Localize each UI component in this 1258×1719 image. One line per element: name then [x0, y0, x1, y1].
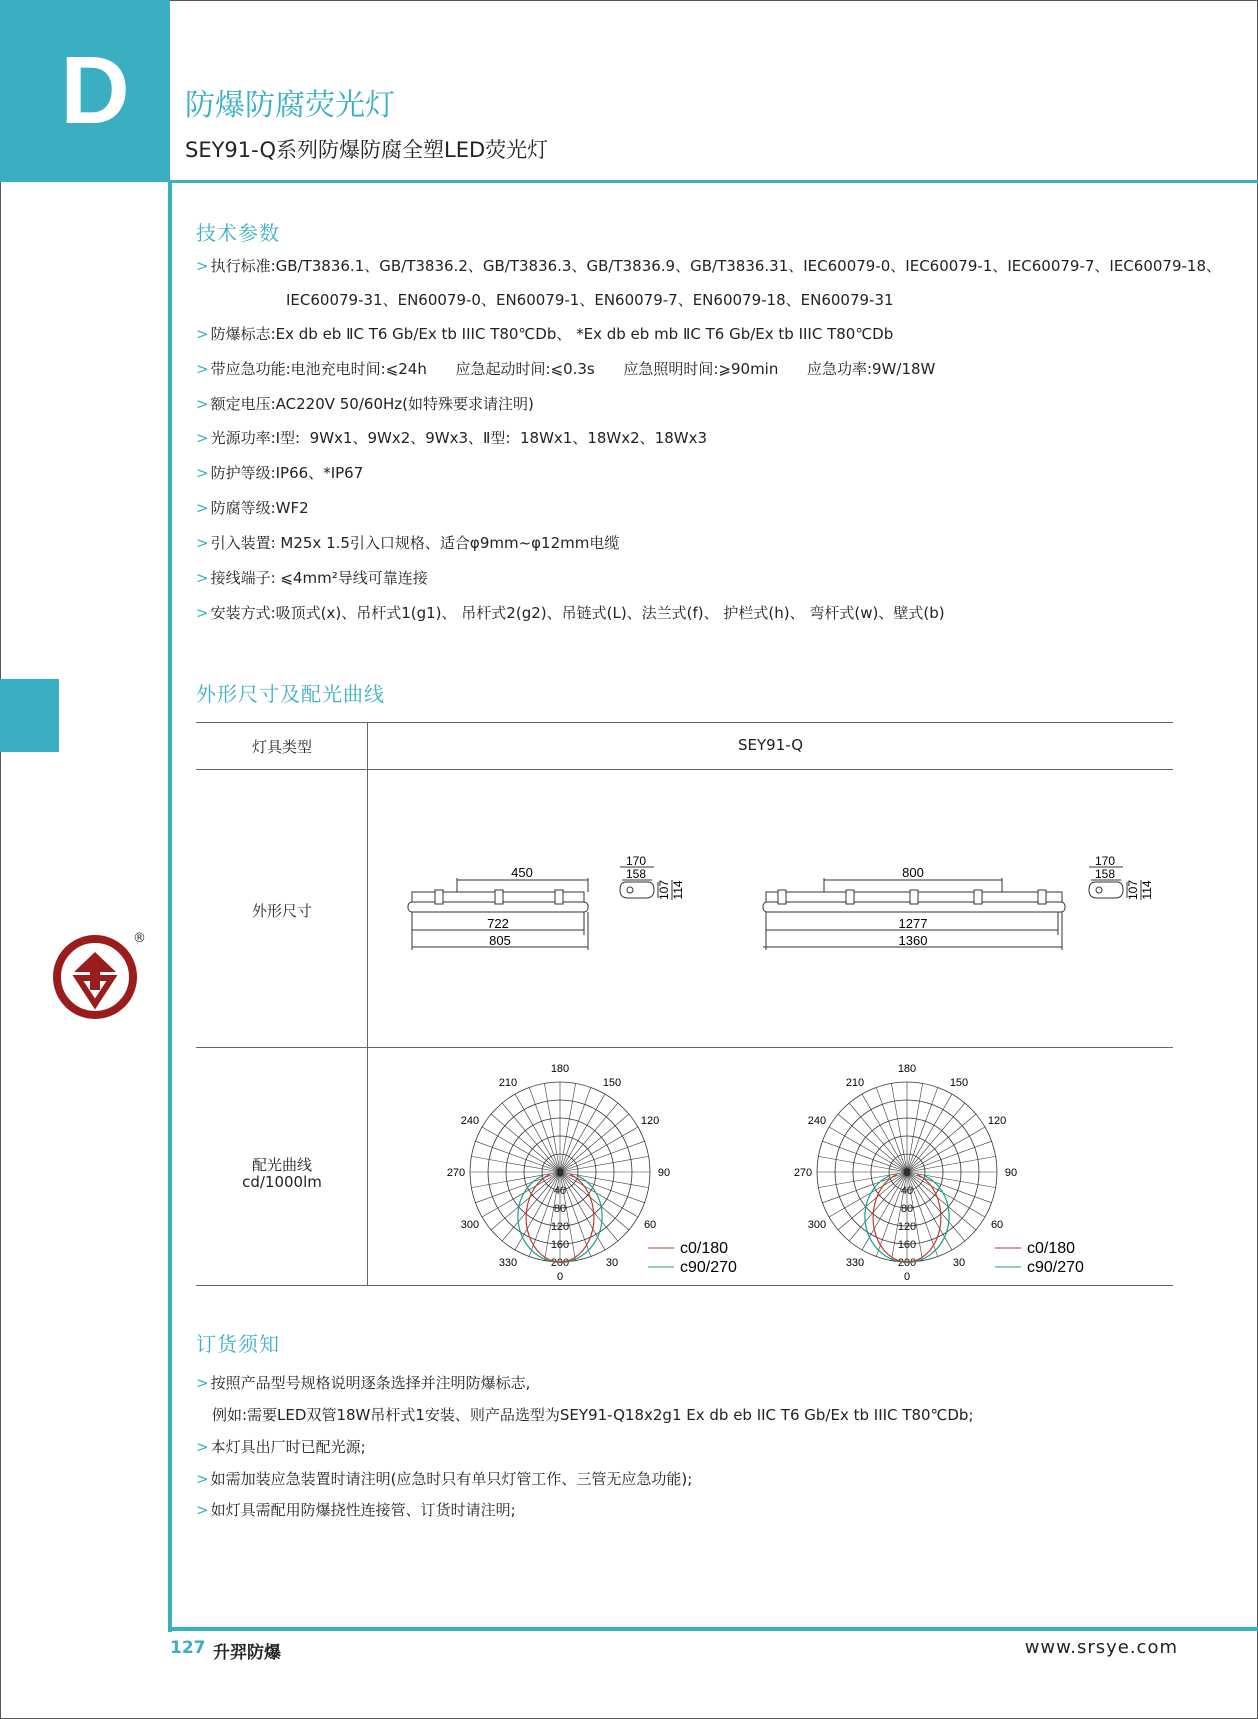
page-number: 127 — [170, 1638, 206, 1658]
dim-top: 800 — [902, 865, 924, 880]
dim-inner: 1277 — [898, 916, 928, 931]
registered-mark: ® — [133, 931, 146, 946]
polar-radius-label: 160 — [897, 1239, 917, 1251]
dim-top: 450 — [511, 865, 533, 880]
arrow-icon: > — [196, 534, 209, 552]
spec-item: > 引入装置: M25x 1.5引入口规格、适合φ9mm~φ12mm电缆 — [196, 534, 620, 552]
legend-c90: c90/270 — [1027, 1259, 1084, 1276]
specs-heading: 技术参数 — [196, 221, 280, 245]
dim-w2: 158 — [1094, 867, 1116, 881]
table-rule — [196, 1047, 1173, 1048]
arrow-icon: > — [196, 1470, 209, 1488]
polar-angle-label: 330 — [845, 1257, 865, 1270]
order-item: > 按照产品型号规格说明逐条选择并注明防爆标志, — [196, 1374, 531, 1392]
spec-item: > 接线端子: ⩽4mm²导线可靠连接 — [196, 569, 428, 587]
dims-heading: 外形尺寸及配光曲线 — [196, 682, 385, 706]
arrow-icon: > — [196, 1374, 209, 1392]
arrow-icon: > — [196, 569, 209, 587]
table-rule — [196, 1285, 1173, 1286]
polar-angle-label: 300 — [807, 1219, 827, 1231]
model-label: SEY91-Q — [737, 736, 804, 754]
dim-h1: 107 — [657, 879, 671, 901]
polar-angle-label: 180 — [897, 1063, 917, 1075]
table-divider — [367, 722, 368, 1285]
spec-item: > 带应急功能:电池充电时间:⩽24h 应急起动时间:⩽0.3s 应急照明时间:⩾90min 应急功率:9W/18W — [196, 360, 936, 378]
polar-angle-label: 270 — [793, 1167, 813, 1179]
row-curve-unit: cd/1000lm — [242, 1173, 322, 1191]
arrow-icon: > — [196, 464, 209, 482]
arrow-icon: > — [196, 604, 209, 622]
spec-item: > 执行标准:GB/T3836.1、GB/T3836.2、GB/T3836.3、GB/T3836.9、GB/T3836.31、IEC60079-0、IEC60079-1、IEC60079-7、IEC60079-18、 — [196, 257, 1221, 275]
table-rule — [196, 769, 1173, 770]
spec-item: > 防爆标志:Ex db eb ⅡC T6 Gb/Ex tb IIIC T80℃Db、 *Ex db eb mb ⅡC T6 Gb/Ex tb IIIC T80℃Db — [196, 325, 894, 343]
order-item: > 如需加装应急装置时请注明(应急时只有单只灯管工作、三管无应急功能); — [196, 1470, 693, 1488]
dim-w1: 170 — [625, 854, 647, 868]
dim-w2: 158 — [625, 867, 647, 881]
spec-item: > 光源功率:Ⅰ型: 9Wx1、9Wx2、9Wx3、Ⅱ型: 18Wx1、18Wx2、18Wx3 — [196, 429, 708, 447]
polar-angle-label: 30 — [605, 1257, 619, 1270]
dim-w1: 170 — [1094, 854, 1116, 868]
dim-h2: 114 — [1140, 880, 1154, 900]
polar-angle-label: 150 — [949, 1076, 969, 1089]
dim-h1: 107 — [1126, 879, 1140, 901]
polar-angle-label: 180 — [550, 1063, 570, 1075]
col-type-label: 灯具类型 — [251, 738, 312, 756]
legend-c90: c90/270 — [680, 1259, 737, 1276]
table-rule — [196, 722, 1173, 723]
polar-angle-label: 0 — [556, 1271, 564, 1283]
dim-outer: 805 — [489, 933, 511, 948]
polar-chart-1 — [430, 1060, 770, 1285]
chapter-letter: D — [60, 37, 130, 144]
polar-angle-label: 60 — [990, 1219, 1004, 1231]
polar-radius-label: 120 — [550, 1221, 570, 1233]
end-view-large — [1083, 852, 1163, 922]
polar-angle-label: 210 — [845, 1076, 865, 1089]
polar-angle-label: 300 — [460, 1219, 480, 1231]
arrow-icon: > — [196, 257, 209, 275]
dim-outer: 1360 — [898, 933, 928, 948]
polar-angle-label: 90 — [1004, 1167, 1018, 1179]
arrow-icon: > — [196, 1501, 209, 1519]
arrow-icon: > — [196, 395, 209, 413]
polar-angle-label: 150 — [602, 1076, 622, 1089]
polar-radius-label: 40 — [553, 1185, 567, 1197]
arrow-icon: > — [196, 325, 209, 343]
polar-chart-2 — [777, 1060, 1117, 1285]
spec-item: > 安装方式:吸顶式(x)、吊杆式1(g1)、 吊杆式2(g2)、吊链式(L)、法兰式(f)、 护栏式(h)、 弯杆式(w)、壁式(b) — [196, 604, 945, 622]
spec-item-continuation: IEC60079-31、EN60079-0、EN60079-1、EN60079-7、EN60079-18、EN60079-31 — [286, 291, 894, 309]
row-curve-label: 配光曲线 — [251, 1156, 312, 1174]
polar-angle-label: 120 — [640, 1115, 660, 1127]
left-rule — [168, 182, 172, 1632]
polar-angle-label: 90 — [657, 1167, 671, 1179]
lamp-large-drawing — [758, 850, 1078, 960]
legend-c0: c0/180 — [680, 1240, 729, 1257]
arrow-icon: > — [196, 499, 209, 517]
footer-brand: 升羿防爆 — [213, 1643, 281, 1663]
footer-rule — [168, 1627, 1258, 1631]
polar-angle-label: 120 — [987, 1115, 1007, 1127]
polar-radius-label: 80 — [900, 1203, 914, 1215]
polar-radius-label: 80 — [553, 1203, 567, 1215]
polar-angle-label: 210 — [498, 1076, 518, 1089]
polar-angle-label: 240 — [460, 1115, 480, 1127]
page-subtitle: SEY91-Q系列防爆防腐全塑LED荧光灯 — [185, 138, 549, 162]
dim-inner: 722 — [487, 916, 509, 931]
arrow-icon: > — [196, 429, 209, 447]
spec-item: > 防腐等级:WF2 — [196, 499, 309, 517]
arrow-icon: > — [196, 1438, 209, 1456]
polar-angle-label: 30 — [952, 1257, 966, 1270]
polar-angle-label: 60 — [643, 1219, 657, 1231]
polar-radius-label: 40 — [900, 1185, 914, 1197]
order-heading: 订货须知 — [196, 1332, 280, 1356]
brand-logo-icon — [50, 932, 140, 1022]
spec-item: > 防护等级:IP66、*IP67 — [196, 464, 364, 482]
row-dims-label: 外形尺寸 — [251, 902, 312, 920]
order-item: 例如:需要LED双管18W吊杆式1安装、则产品选型为SEY91-Q18x2g1 Ex db eb IIC T6 Gb/Ex tb IIIC T80℃Db; — [212, 1406, 974, 1424]
footer-website: www.srsye.com — [1024, 1637, 1178, 1658]
page-title: 防爆防腐荧光灯 — [185, 88, 395, 123]
polar-radius-label: 0 — [903, 1167, 911, 1179]
polar-radius-label: 0 — [556, 1167, 564, 1179]
polar-radius-label: 200 — [550, 1257, 570, 1269]
polar-angle-label: 240 — [807, 1115, 827, 1127]
polar-radius-label: 120 — [897, 1221, 917, 1233]
order-item: > 本灯具出厂时已配光源; — [196, 1438, 366, 1456]
order-item: > 如灯具需配用防爆挠性连接管、订货时请注明; — [196, 1501, 516, 1519]
legend-c0: c0/180 — [1027, 1240, 1076, 1257]
polar-radius-label: 160 — [550, 1239, 570, 1251]
polar-radius-label: 200 — [897, 1257, 917, 1269]
polar-angle-label: 0 — [903, 1271, 911, 1283]
polar-angle-label: 270 — [446, 1167, 466, 1179]
header-rule — [170, 180, 1258, 183]
side-tab — [0, 679, 59, 752]
spec-item: > 额定电压:AC220V 50/60Hz(如特殊要求请注明) — [196, 395, 534, 413]
dim-h2: 114 — [671, 880, 685, 900]
end-view-small — [614, 852, 694, 922]
arrow-icon: > — [196, 360, 209, 378]
polar-angle-label: 330 — [498, 1257, 518, 1270]
